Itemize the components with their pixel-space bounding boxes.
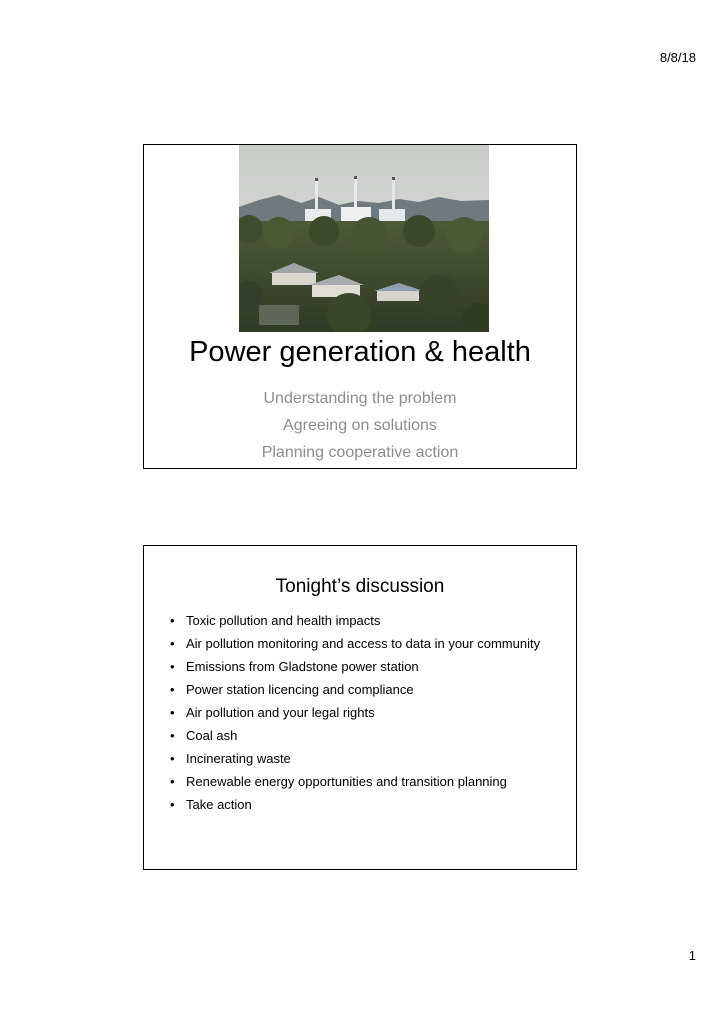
list-item: • Air pollution and your legal rights [168,704,558,722]
list-item: • Power station licencing and compliance [168,681,558,699]
slide-1-subtitles [144,385,576,466]
list-item: • Coal ash [168,727,558,745]
subtitle-line: Understanding the problem [263,390,457,407]
subtitle-line: Agreeing on solutions [283,417,437,434]
list-item: • Toxic pollution and health impacts [168,612,558,630]
slide-1-title: Power generation & health [189,336,531,368]
subtitle-line: Planning cooperative action [261,444,459,461]
list-item: • Take action [168,796,558,814]
list-item: • Renewable energy opportunities and transition planning [168,773,558,791]
print-date: 8/8/18 [659,50,696,65]
discussion-list [168,612,558,819]
slide-2 [143,545,577,870]
list-item: • Air pollution monitoring and access to data in your community [168,635,558,653]
slide-2-title: Tonight’s discussion [275,576,445,597]
list-item: • Incinerating waste [168,750,558,768]
list-item: • Emissions from Gladstone power station [168,658,558,676]
power-station-photo [239,145,489,332]
page-number: 1 [688,948,696,963]
slide-1 [143,144,577,469]
